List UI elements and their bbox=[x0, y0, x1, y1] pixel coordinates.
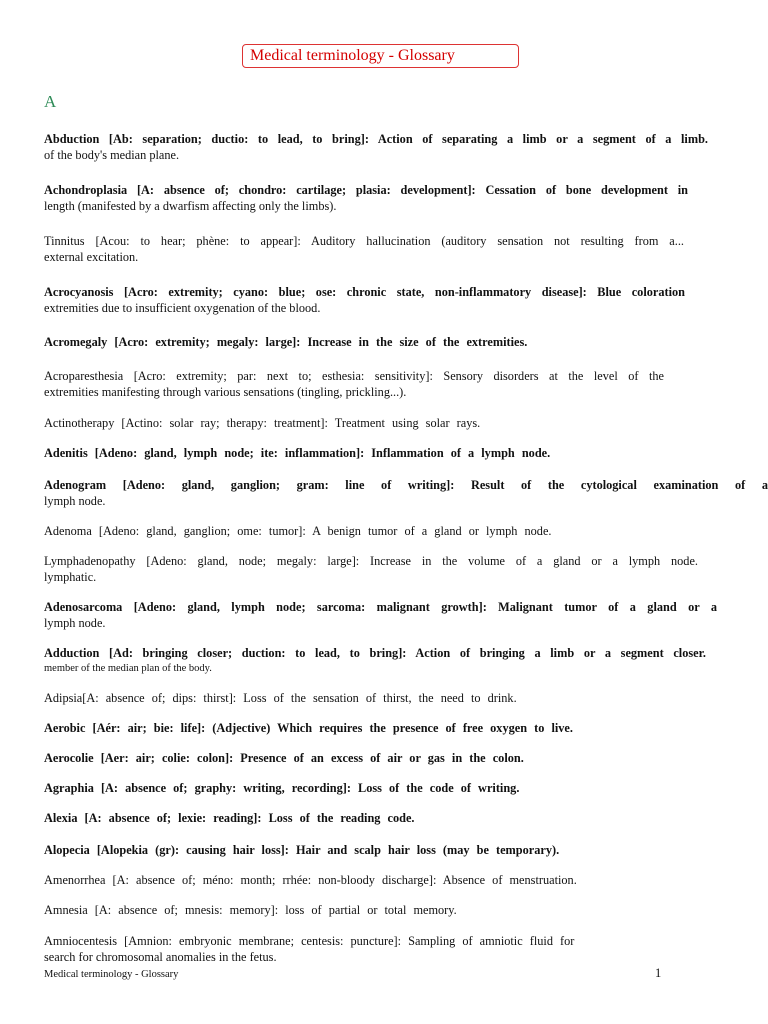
glossary-entry-amnesia bbox=[44, 902, 724, 918]
glossary-entry-aerobic bbox=[44, 720, 724, 736]
glossary-entry-acroparesthesia bbox=[44, 368, 664, 400]
entry-continuation: search for chromosomal anomalies in the fetus. bbox=[44, 950, 277, 964]
footer-title: Medical terminology - Glossary bbox=[44, 969, 179, 980]
glossary-entry-adduction bbox=[44, 645, 706, 677]
glossary-entry-acrocyanosis bbox=[44, 284, 685, 316]
entry-continuation: of the body's median plane. bbox=[44, 148, 180, 162]
entry-term-definition: Acromegaly [Acro: extremity; megaly: large]: Increase in the size of the extremities. bbox=[44, 335, 528, 349]
glossary-entry-alopecia bbox=[44, 842, 724, 858]
glossary-entry-actinotherapy bbox=[44, 415, 724, 431]
glossary-entry-adenoma bbox=[44, 523, 724, 539]
page-title: Medical terminology - Glossary bbox=[242, 44, 519, 68]
entry-term-definition: Adenitis [Adeno: gland, lymph node; ite: inflammation]: Inflammation of a lymph node. bbox=[44, 446, 551, 460]
entry-term-definition: Tinnitus [Acou: to hear; phène: to appear]: Auditory hallucination (auditory sensation not resulting from a... bbox=[44, 234, 684, 248]
entry-term-definition: Adenoma [Adeno: gland, ganglion; ome: tumor]: A benign tumor of a gland or lymph node. bbox=[44, 524, 552, 538]
entry-term-definition: Alopecia [Alopekia (gr): causing hair loss]: Hair and scalp hair loss (may be temporary). bbox=[44, 843, 560, 857]
entry-term-definition: Adenosarcoma [Adeno: gland, lymph node; sarcoma: malignant growth]: Malignant tumor of a gland or a bbox=[44, 600, 717, 614]
entry-term-definition: Amenorrhea [A: absence of; méno: month; rrhée: non-bloody discharge]: Absence of menstruation. bbox=[44, 873, 577, 887]
glossary-entry-aerocolie bbox=[44, 750, 724, 766]
glossary-entry-amenorrhea bbox=[44, 872, 724, 888]
entry-continuation: extremities manifesting through various sensations (tingling, prickling...). bbox=[44, 385, 407, 399]
entry-term-definition: Aerobic [Aér: air; bie: life]: (Adjective) Which requires the presence of free oxygen to live. bbox=[44, 721, 573, 735]
entry-term-definition: Agraphia [A: absence of; graphy: writing, recording]: Loss of the code of writing. bbox=[44, 781, 520, 795]
glossary-entry-amniocentesis bbox=[44, 933, 724, 965]
glossary-entry-adenosarcoma bbox=[44, 599, 717, 631]
glossary-entry-lymphadenopathy bbox=[44, 553, 698, 585]
glossary-entry-alexia bbox=[44, 810, 724, 826]
entry-term-definition: Abduction [Ab: separation; ductio: to lead, to bring]: Action of separating a limb or a segment of a limb. bbox=[44, 132, 708, 146]
section-letter-heading: A bbox=[44, 92, 57, 111]
entry-continuation: extremities due to insufficient oxygenation of the blood. bbox=[44, 301, 321, 315]
glossary-entry-acromegaly bbox=[44, 334, 724, 350]
entry-term-definition: Acrocyanosis [Acro: extremity; cyano: blue; ose: chronic state, non-inflammatory disease]: Blue coloration bbox=[44, 285, 685, 299]
page-number: 1 bbox=[655, 966, 662, 980]
entry-term-definition: Adduction [Ad: bringing closer; duction: to lead, to bring]: Action of bringing a limb or a segment closer. bbox=[44, 646, 706, 660]
glossary-entry-tinnitus bbox=[44, 233, 684, 265]
glossary-entry-agraphia bbox=[44, 780, 724, 796]
entry-term-definition: Alexia [A: absence of; lexie: reading]: Loss of the reading code. bbox=[44, 811, 415, 825]
glossary-entry-achondroplasia bbox=[44, 182, 688, 214]
entry-term-definition: Adipsia[A: absence of; dips: thirst]: Loss of the sensation of thirst, the need to drink. bbox=[44, 691, 517, 705]
entry-term-definition: Lymphadenopathy [Adeno: gland, node; megaly: large]: Increase in the volume of a gland or a lymph node. bbox=[44, 554, 698, 568]
entry-continuation: lymphatic. bbox=[44, 570, 97, 584]
glossary-entry-adenogram bbox=[44, 477, 768, 509]
entry-continuation: lymph node. bbox=[44, 616, 106, 630]
entry-term-definition: Amnesia [A: absence of; mnesis: memory]: loss of partial or total memory. bbox=[44, 903, 457, 917]
glossary-entry-adenitis bbox=[44, 445, 724, 461]
glossary-entry-adipsia bbox=[44, 690, 724, 706]
entry-term-definition: Actinotherapy [Actino: solar ray; therapy: treatment]: Treatment using solar rays. bbox=[44, 416, 481, 430]
entry-term-definition: Adenogram [Adeno: gland, ganglion; gram: line of writing]: Result of the cytological examination of a bbox=[44, 478, 768, 492]
entry-continuation: member of the median plan of the body. bbox=[44, 663, 212, 674]
entry-term-definition: Amniocentesis [Amnion: embryonic membrane; centesis: puncture]: Sampling of amniotic fluid for bbox=[44, 934, 575, 948]
entry-continuation: length (manifested by a dwarfism affecting only the limbs). bbox=[44, 199, 337, 213]
glossary-entry-abduction bbox=[44, 131, 708, 163]
entry-term-definition: Aerocolie [Aer: air; colie: colon]: Presence of an excess of air or gas in the colon. bbox=[44, 751, 524, 765]
entry-continuation: lymph node. bbox=[44, 494, 106, 508]
entry-continuation: external excitation. bbox=[44, 250, 139, 264]
entry-term-definition: Achondroplasia [A: absence of; chondro: cartilage; plasia: development]: Cessation of bone development in bbox=[44, 183, 688, 197]
entry-term-definition: Acroparesthesia [Acro: extremity; par: next to; esthesia: sensitivity]: Sensory disorders at the level of the bbox=[44, 369, 664, 383]
